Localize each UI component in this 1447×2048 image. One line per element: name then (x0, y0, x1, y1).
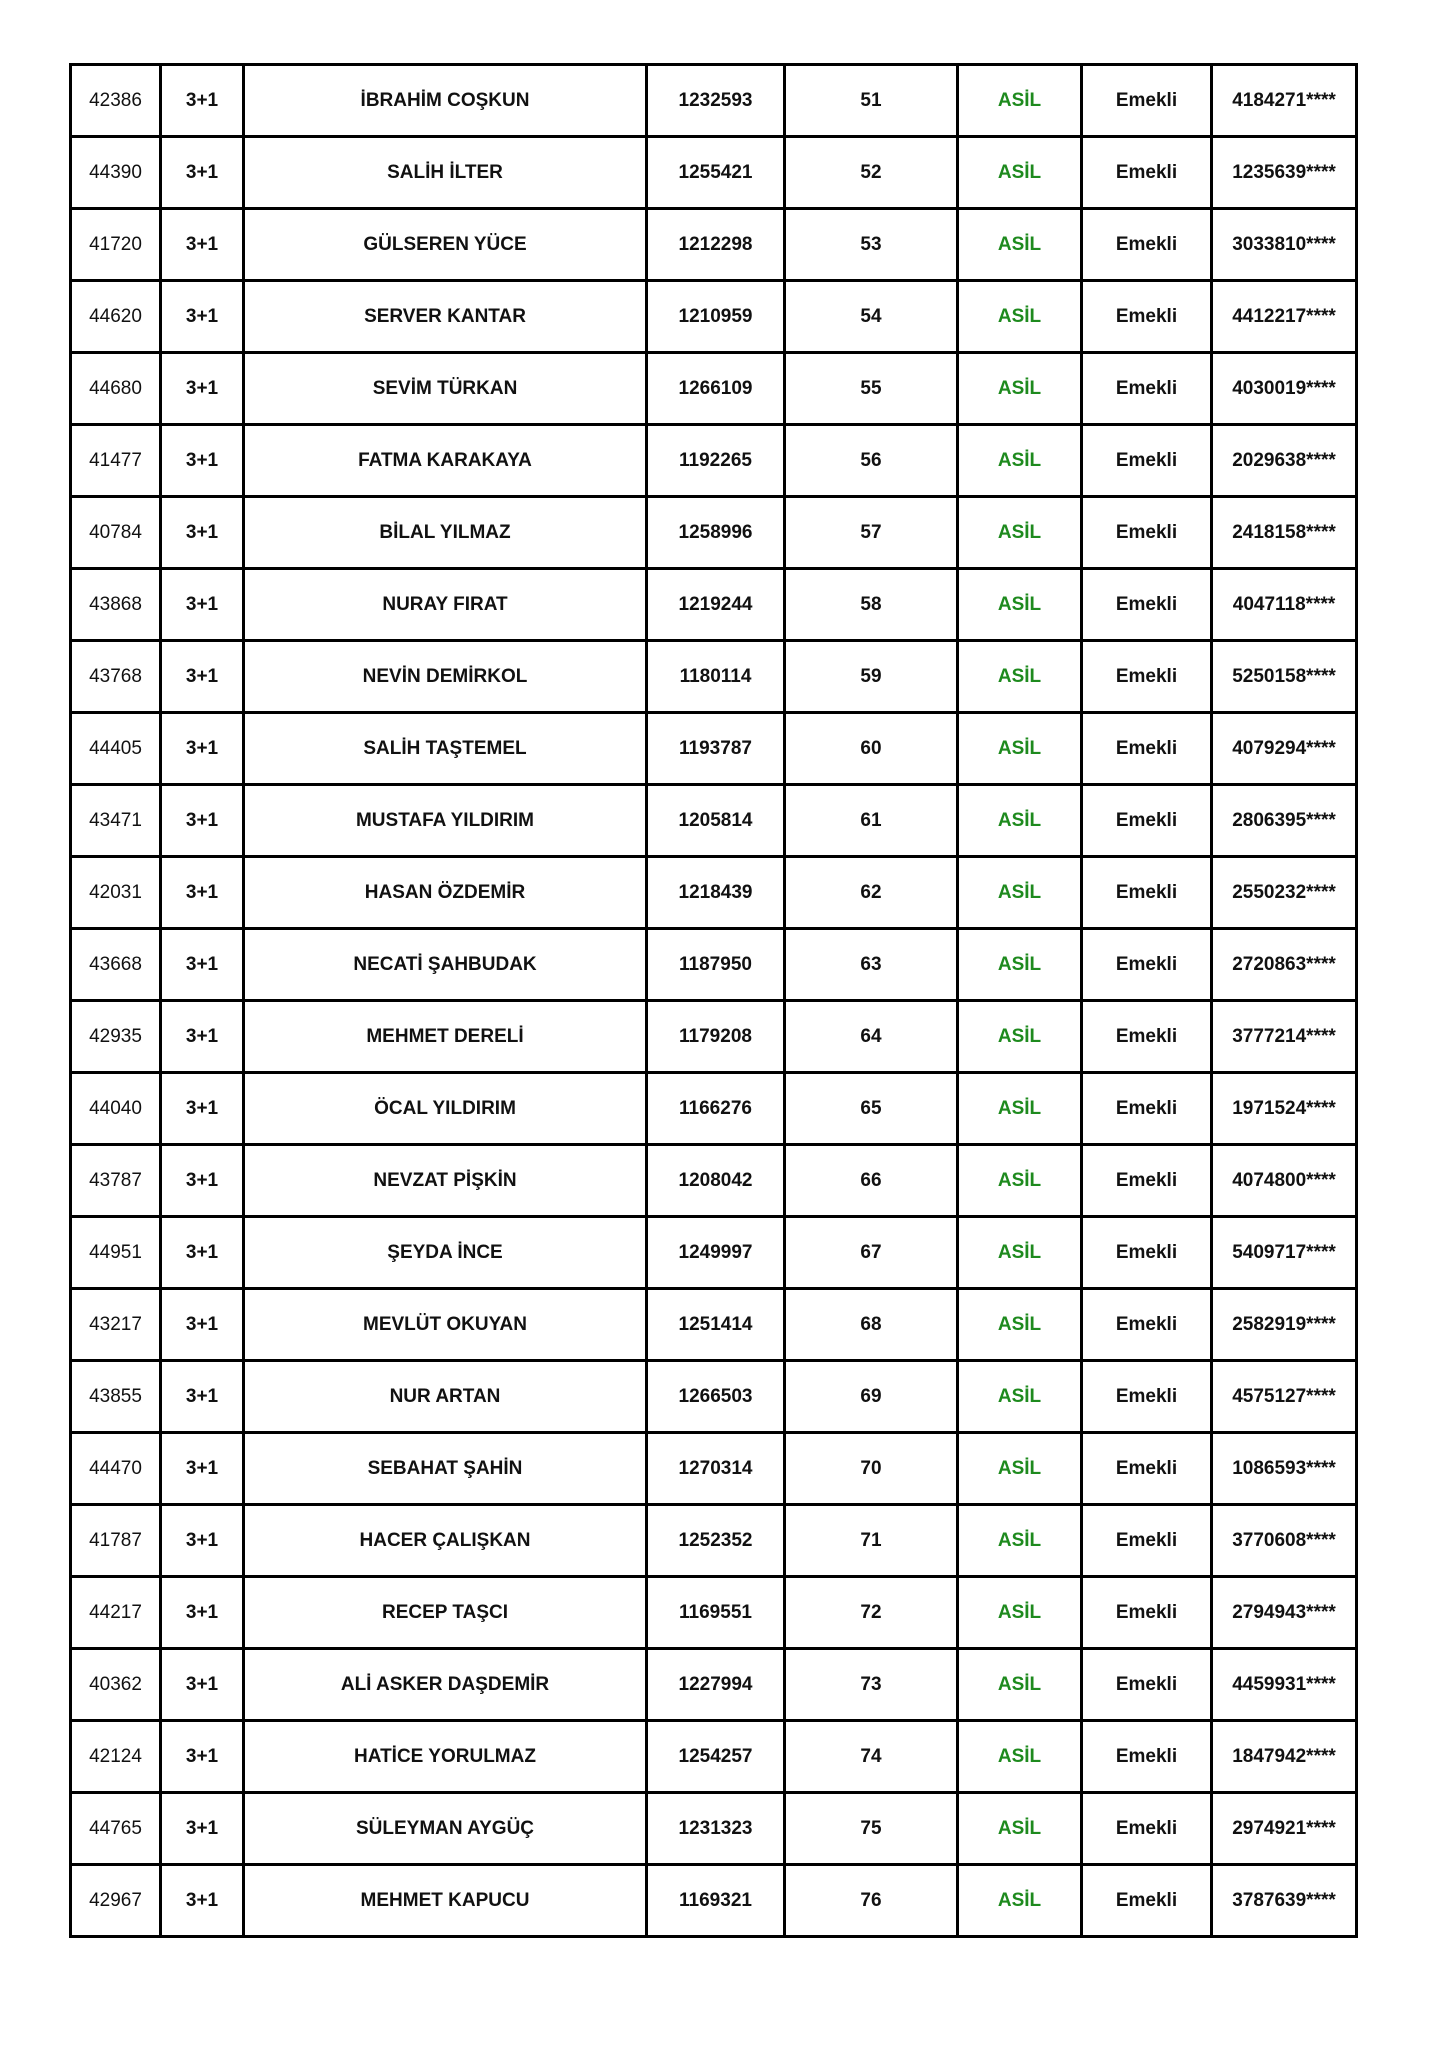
application-number-cell: 1210959 (647, 281, 785, 353)
results-table (69, 63, 1358, 1938)
category-cell: Emekli (1082, 1505, 1212, 1577)
row-id-cell: 42031 (71, 857, 161, 929)
status-cell: ASİL (958, 1433, 1082, 1505)
rank-cell: 69 (785, 1361, 958, 1433)
masked-id-cell: 1086593**** (1212, 1433, 1357, 1505)
row-id-cell: 43787 (71, 1145, 161, 1217)
application-number-cell: 1232593 (647, 65, 785, 137)
rank-cell: 51 (785, 65, 958, 137)
row-id-cell: 43471 (71, 785, 161, 857)
name-cell: ÖCAL YILDIRIM (244, 1073, 647, 1145)
name-cell: NEVİN DEMİRKOL (244, 641, 647, 713)
unit-type-cell: 3+1 (161, 1649, 244, 1721)
category-cell: Emekli (1082, 713, 1212, 785)
masked-id-cell: 2418158**** (1212, 497, 1357, 569)
row-id-cell: 41787 (71, 1505, 161, 1577)
rank-cell: 76 (785, 1865, 958, 1937)
application-number-cell: 1266109 (647, 353, 785, 425)
masked-id-cell: 5409717**** (1212, 1217, 1357, 1289)
status-cell: ASİL (958, 929, 1082, 1001)
unit-type-cell: 3+1 (161, 1001, 244, 1073)
unit-type-cell: 3+1 (161, 1577, 244, 1649)
category-cell: Emekli (1082, 425, 1212, 497)
masked-id-cell: 2720863**** (1212, 929, 1357, 1001)
category-cell: Emekli (1082, 1073, 1212, 1145)
rank-cell: 62 (785, 857, 958, 929)
rank-cell: 61 (785, 785, 958, 857)
table-row (71, 1361, 1357, 1433)
application-number-cell: 1255421 (647, 137, 785, 209)
masked-id-cell: 1847942**** (1212, 1721, 1357, 1793)
application-number-cell: 1249997 (647, 1217, 785, 1289)
table-row (71, 1793, 1357, 1865)
status-cell: ASİL (958, 1145, 1082, 1217)
row-id-cell: 41720 (71, 209, 161, 281)
row-id-cell: 44680 (71, 353, 161, 425)
masked-id-cell: 3033810**** (1212, 209, 1357, 281)
name-cell: HASAN ÖZDEMİR (244, 857, 647, 929)
row-id-cell: 44040 (71, 1073, 161, 1145)
table-body (71, 65, 1357, 1937)
rank-cell: 75 (785, 1793, 958, 1865)
rank-cell: 72 (785, 1577, 958, 1649)
application-number-cell: 1219244 (647, 569, 785, 641)
category-cell: Emekli (1082, 1649, 1212, 1721)
status-cell: ASİL (958, 1865, 1082, 1937)
status-cell: ASİL (958, 209, 1082, 281)
table-row (71, 1073, 1357, 1145)
name-cell: SÜLEYMAN AYGÜÇ (244, 1793, 647, 1865)
category-cell: Emekli (1082, 497, 1212, 569)
status-cell: ASİL (958, 785, 1082, 857)
category-cell: Emekli (1082, 785, 1212, 857)
masked-id-cell: 4459931**** (1212, 1649, 1357, 1721)
name-cell: MEVLÜT OKUYAN (244, 1289, 647, 1361)
rank-cell: 68 (785, 1289, 958, 1361)
category-cell: Emekli (1082, 1577, 1212, 1649)
table-row (71, 137, 1357, 209)
application-number-cell: 1212298 (647, 209, 785, 281)
name-cell: HACER ÇALIŞKAN (244, 1505, 647, 1577)
category-cell: Emekli (1082, 281, 1212, 353)
status-cell: ASİL (958, 281, 1082, 353)
row-id-cell: 44765 (71, 1793, 161, 1865)
rank-cell: 65 (785, 1073, 958, 1145)
table-row (71, 1289, 1357, 1361)
table-row (71, 1505, 1357, 1577)
rank-cell: 55 (785, 353, 958, 425)
application-number-cell: 1192265 (647, 425, 785, 497)
category-cell: Emekli (1082, 1793, 1212, 1865)
category-cell: Emekli (1082, 137, 1212, 209)
category-cell: Emekli (1082, 1217, 1212, 1289)
masked-id-cell: 3787639**** (1212, 1865, 1357, 1937)
rank-cell: 74 (785, 1721, 958, 1793)
row-id-cell: 40784 (71, 497, 161, 569)
rank-cell: 56 (785, 425, 958, 497)
masked-id-cell: 2806395**** (1212, 785, 1357, 857)
table-row (71, 857, 1357, 929)
status-cell: ASİL (958, 1577, 1082, 1649)
unit-type-cell: 3+1 (161, 209, 244, 281)
masked-id-cell: 3770608**** (1212, 1505, 1357, 1577)
table-row (71, 1001, 1357, 1073)
masked-id-cell: 3777214**** (1212, 1001, 1357, 1073)
status-cell: ASİL (958, 1793, 1082, 1865)
rank-cell: 73 (785, 1649, 958, 1721)
row-id-cell: 43768 (71, 641, 161, 713)
category-cell: Emekli (1082, 209, 1212, 281)
name-cell: SEVİM TÜRKAN (244, 353, 647, 425)
category-cell: Emekli (1082, 569, 1212, 641)
row-id-cell: 44217 (71, 1577, 161, 1649)
category-cell: Emekli (1082, 641, 1212, 713)
status-cell: ASİL (958, 137, 1082, 209)
name-cell: NUR ARTAN (244, 1361, 647, 1433)
unit-type-cell: 3+1 (161, 1145, 244, 1217)
unit-type-cell: 3+1 (161, 281, 244, 353)
application-number-cell: 1218439 (647, 857, 785, 929)
name-cell: SALİH TAŞTEMEL (244, 713, 647, 785)
unit-type-cell: 3+1 (161, 425, 244, 497)
masked-id-cell: 4575127**** (1212, 1361, 1357, 1433)
status-cell: ASİL (958, 497, 1082, 569)
row-id-cell: 43868 (71, 569, 161, 641)
status-cell: ASİL (958, 569, 1082, 641)
application-number-cell: 1208042 (647, 1145, 785, 1217)
unit-type-cell: 3+1 (161, 497, 244, 569)
masked-id-cell: 2794943**** (1212, 1577, 1357, 1649)
table-row (71, 929, 1357, 1001)
rank-cell: 63 (785, 929, 958, 1001)
masked-id-cell: 4030019**** (1212, 353, 1357, 425)
unit-type-cell: 3+1 (161, 353, 244, 425)
unit-type-cell: 3+1 (161, 641, 244, 713)
row-id-cell: 44390 (71, 137, 161, 209)
status-cell: ASİL (958, 857, 1082, 929)
unit-type-cell: 3+1 (161, 137, 244, 209)
application-number-cell: 1169321 (647, 1865, 785, 1937)
row-id-cell: 44620 (71, 281, 161, 353)
category-cell: Emekli (1082, 1145, 1212, 1217)
name-cell: ŞEYDA İNCE (244, 1217, 647, 1289)
name-cell: NEVZAT PİŞKİN (244, 1145, 647, 1217)
masked-id-cell: 2974921**** (1212, 1793, 1357, 1865)
rank-cell: 64 (785, 1001, 958, 1073)
row-id-cell: 42124 (71, 1721, 161, 1793)
name-cell: İBRAHİM COŞKUN (244, 65, 647, 137)
masked-id-cell: 1235639**** (1212, 137, 1357, 209)
status-cell: ASİL (958, 641, 1082, 713)
unit-type-cell: 3+1 (161, 713, 244, 785)
application-number-cell: 1231323 (647, 1793, 785, 1865)
rank-cell: 52 (785, 137, 958, 209)
table-row (71, 281, 1357, 353)
table-row (71, 1433, 1357, 1505)
application-number-cell: 1266503 (647, 1361, 785, 1433)
table-row (71, 65, 1357, 137)
name-cell: SALİH İLTER (244, 137, 647, 209)
rank-cell: 54 (785, 281, 958, 353)
unit-type-cell: 3+1 (161, 1073, 244, 1145)
unit-type-cell: 3+1 (161, 1793, 244, 1865)
status-cell: ASİL (958, 425, 1082, 497)
application-number-cell: 1258996 (647, 497, 785, 569)
rank-cell: 71 (785, 1505, 958, 1577)
table-row (71, 785, 1357, 857)
row-id-cell: 42935 (71, 1001, 161, 1073)
table-row (71, 641, 1357, 713)
application-number-cell: 1205814 (647, 785, 785, 857)
application-number-cell: 1270314 (647, 1433, 785, 1505)
table-row (71, 1865, 1357, 1937)
row-id-cell: 41477 (71, 425, 161, 497)
table-row (71, 1145, 1357, 1217)
status-cell: ASİL (958, 1721, 1082, 1793)
name-cell: BİLAL YILMAZ (244, 497, 647, 569)
status-cell: ASİL (958, 1505, 1082, 1577)
table-row (71, 569, 1357, 641)
rank-cell: 57 (785, 497, 958, 569)
name-cell: MUSTAFA YILDIRIM (244, 785, 647, 857)
unit-type-cell: 3+1 (161, 1217, 244, 1289)
unit-type-cell: 3+1 (161, 857, 244, 929)
application-number-cell: 1251414 (647, 1289, 785, 1361)
row-id-cell: 43217 (71, 1289, 161, 1361)
name-cell: NECATİ ŞAHBUDAK (244, 929, 647, 1001)
status-cell: ASİL (958, 1289, 1082, 1361)
name-cell: RECEP TAŞCI (244, 1577, 647, 1649)
category-cell: Emekli (1082, 929, 1212, 1001)
application-number-cell: 1252352 (647, 1505, 785, 1577)
name-cell: ALİ ASKER DAŞDEMİR (244, 1649, 647, 1721)
application-number-cell: 1254257 (647, 1721, 785, 1793)
row-id-cell: 42967 (71, 1865, 161, 1937)
category-cell: Emekli (1082, 353, 1212, 425)
application-number-cell: 1169551 (647, 1577, 785, 1649)
unit-type-cell: 3+1 (161, 569, 244, 641)
unit-type-cell: 3+1 (161, 1505, 244, 1577)
row-id-cell: 44470 (71, 1433, 161, 1505)
status-cell: ASİL (958, 1001, 1082, 1073)
table-row (71, 713, 1357, 785)
row-id-cell: 44951 (71, 1217, 161, 1289)
unit-type-cell: 3+1 (161, 1289, 244, 1361)
table-row (71, 1721, 1357, 1793)
name-cell: HATİCE YORULMAZ (244, 1721, 647, 1793)
unit-type-cell: 3+1 (161, 1433, 244, 1505)
table-row (71, 1217, 1357, 1289)
status-cell: ASİL (958, 1361, 1082, 1433)
masked-id-cell: 5250158**** (1212, 641, 1357, 713)
category-cell: Emekli (1082, 65, 1212, 137)
table-row (71, 425, 1357, 497)
rank-cell: 66 (785, 1145, 958, 1217)
name-cell: MEHMET KAPUCU (244, 1865, 647, 1937)
application-number-cell: 1227994 (647, 1649, 785, 1721)
name-cell: SERVER KANTAR (244, 281, 647, 353)
row-id-cell: 43668 (71, 929, 161, 1001)
masked-id-cell: 4079294**** (1212, 713, 1357, 785)
rank-cell: 67 (785, 1217, 958, 1289)
masked-id-cell: 4074800**** (1212, 1145, 1357, 1217)
status-cell: ASİL (958, 65, 1082, 137)
name-cell: MEHMET DERELİ (244, 1001, 647, 1073)
name-cell: NURAY FIRAT (244, 569, 647, 641)
category-cell: Emekli (1082, 1001, 1212, 1073)
category-cell: Emekli (1082, 857, 1212, 929)
application-number-cell: 1166276 (647, 1073, 785, 1145)
masked-id-cell: 4184271**** (1212, 65, 1357, 137)
application-number-cell: 1180114 (647, 641, 785, 713)
name-cell: FATMA KARAKAYA (244, 425, 647, 497)
status-cell: ASİL (958, 1073, 1082, 1145)
row-id-cell: 44405 (71, 713, 161, 785)
category-cell: Emekli (1082, 1289, 1212, 1361)
name-cell: SEBAHAT ŞAHİN (244, 1433, 647, 1505)
masked-id-cell: 2029638**** (1212, 425, 1357, 497)
unit-type-cell: 3+1 (161, 929, 244, 1001)
unit-type-cell: 3+1 (161, 1361, 244, 1433)
masked-id-cell: 1971524**** (1212, 1073, 1357, 1145)
category-cell: Emekli (1082, 1433, 1212, 1505)
rank-cell: 60 (785, 713, 958, 785)
rank-cell: 53 (785, 209, 958, 281)
status-cell: ASİL (958, 1649, 1082, 1721)
category-cell: Emekli (1082, 1721, 1212, 1793)
table-row (71, 209, 1357, 281)
unit-type-cell: 3+1 (161, 785, 244, 857)
table-row (71, 1577, 1357, 1649)
status-cell: ASİL (958, 713, 1082, 785)
name-cell: GÜLSEREN YÜCE (244, 209, 647, 281)
status-cell: ASİL (958, 1217, 1082, 1289)
rank-cell: 59 (785, 641, 958, 713)
table-row (71, 1649, 1357, 1721)
application-number-cell: 1179208 (647, 1001, 785, 1073)
unit-type-cell: 3+1 (161, 65, 244, 137)
rank-cell: 58 (785, 569, 958, 641)
unit-type-cell: 3+1 (161, 1865, 244, 1937)
category-cell: Emekli (1082, 1361, 1212, 1433)
status-cell: ASİL (958, 353, 1082, 425)
table-row (71, 353, 1357, 425)
row-id-cell: 42386 (71, 65, 161, 137)
row-id-cell: 40362 (71, 1649, 161, 1721)
rank-cell: 70 (785, 1433, 958, 1505)
application-number-cell: 1193787 (647, 713, 785, 785)
masked-id-cell: 2582919**** (1212, 1289, 1357, 1361)
row-id-cell: 43855 (71, 1361, 161, 1433)
table-row (71, 497, 1357, 569)
application-number-cell: 1187950 (647, 929, 785, 1001)
masked-id-cell: 4047118**** (1212, 569, 1357, 641)
masked-id-cell: 2550232**** (1212, 857, 1357, 929)
masked-id-cell: 4412217**** (1212, 281, 1357, 353)
category-cell: Emekli (1082, 1865, 1212, 1937)
unit-type-cell: 3+1 (161, 1721, 244, 1793)
